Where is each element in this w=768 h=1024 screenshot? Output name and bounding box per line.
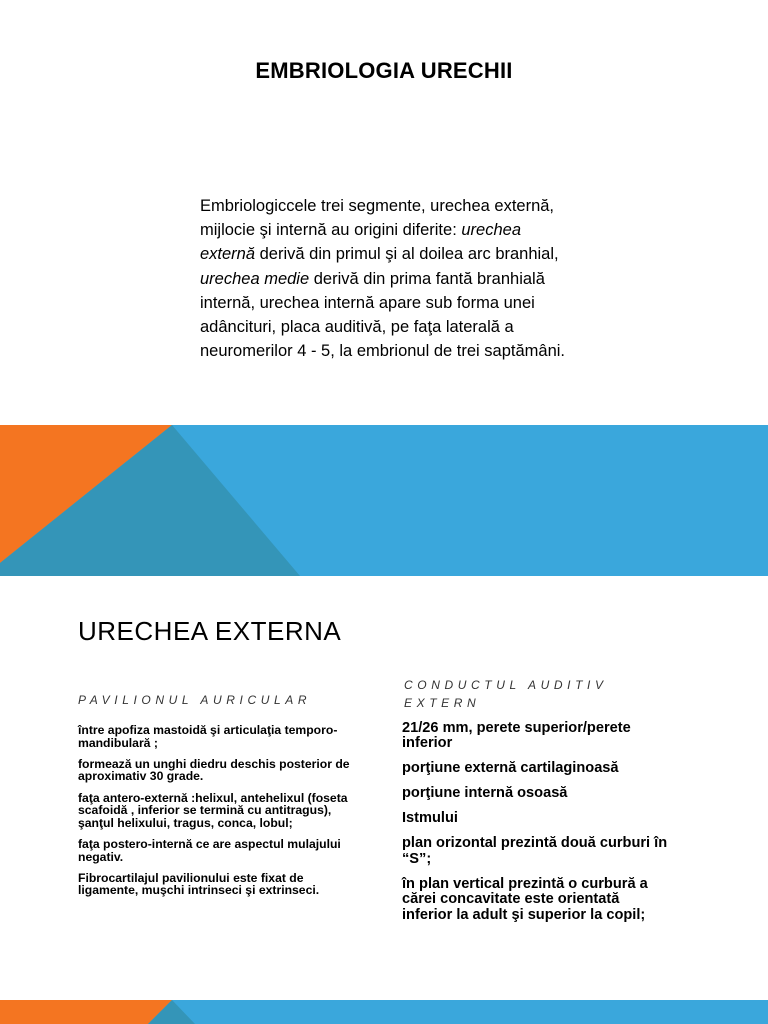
list-item: faţa postero-internă ce are aspectul mulajului negativ. — [78, 836, 341, 864]
external-ear-label: urechea externă — [200, 221, 522, 264]
middle-ear-label: urechea medie — [200, 269, 310, 288]
list-item: porţiune externă cartilaginoasă — [402, 760, 619, 777]
pavilion-heading: PAVILIONUL AURICULAR — [78, 693, 312, 707]
list-item: Fibrocartilajul pavilionului este fixat de ligamente, muşchi intrinseci şi extrinseci. — [78, 870, 320, 898]
pavilion-list — [78, 724, 350, 906]
list-item: între apofiza mastoidă şi articulaţia temporo-mandibulară ; — [78, 723, 338, 750]
list-item: faţa antero-externă :helixul, antehelixul (foseta scafoidă , inferior se termină cu antitragus), şanţul helixului, tragus, conca, lobul; — [78, 790, 348, 830]
decorative-footer — [0, 1000, 768, 1024]
ear-canal-list — [402, 721, 672, 933]
ear-canal-heading: CONDUCTUL AUDITIV EXTERN — [404, 678, 608, 710]
slide2-title: URECHEA EXTERNA — [78, 616, 342, 646]
external-ear-text: derivă din primul şi al doilea arc branhial, — [255, 245, 559, 264]
slide1-title: EMBRIOLOGIA URECHII — [255, 58, 513, 83]
decorative-banner — [0, 425, 768, 576]
list-item: Istmului — [402, 810, 458, 827]
list-item: în plan vertical prezintă o curbură a cărei concavitate este orientată inferior la adult şi superior la copil; — [402, 875, 648, 923]
intro-text: Embriologiccele trei segmente, urechea externă, mijlocie şi internă au origini diferite: — [200, 197, 555, 240]
list-item: formează un unghi diedru deschis posterior de aproximativ 30 grade. — [78, 756, 350, 784]
slide1-body-text — [200, 194, 580, 363]
list-item: 21/26 mm, perete superior/perete inferior — [402, 720, 631, 752]
list-item: porţiune internă osoasă — [402, 785, 568, 802]
list-item: plan orizontal prezintă două curburi în “S”; — [402, 835, 668, 867]
middle-ear-text: derivă din prima fantă branhială internă, urechea internă apare sub forma unei adâncituri, placa auditivă, pe faţa laterală a neuromerilor 4 - 5, la embrionul de trei saptămâni. — [200, 269, 566, 361]
footer-orange-triangle — [0, 1000, 172, 1024]
